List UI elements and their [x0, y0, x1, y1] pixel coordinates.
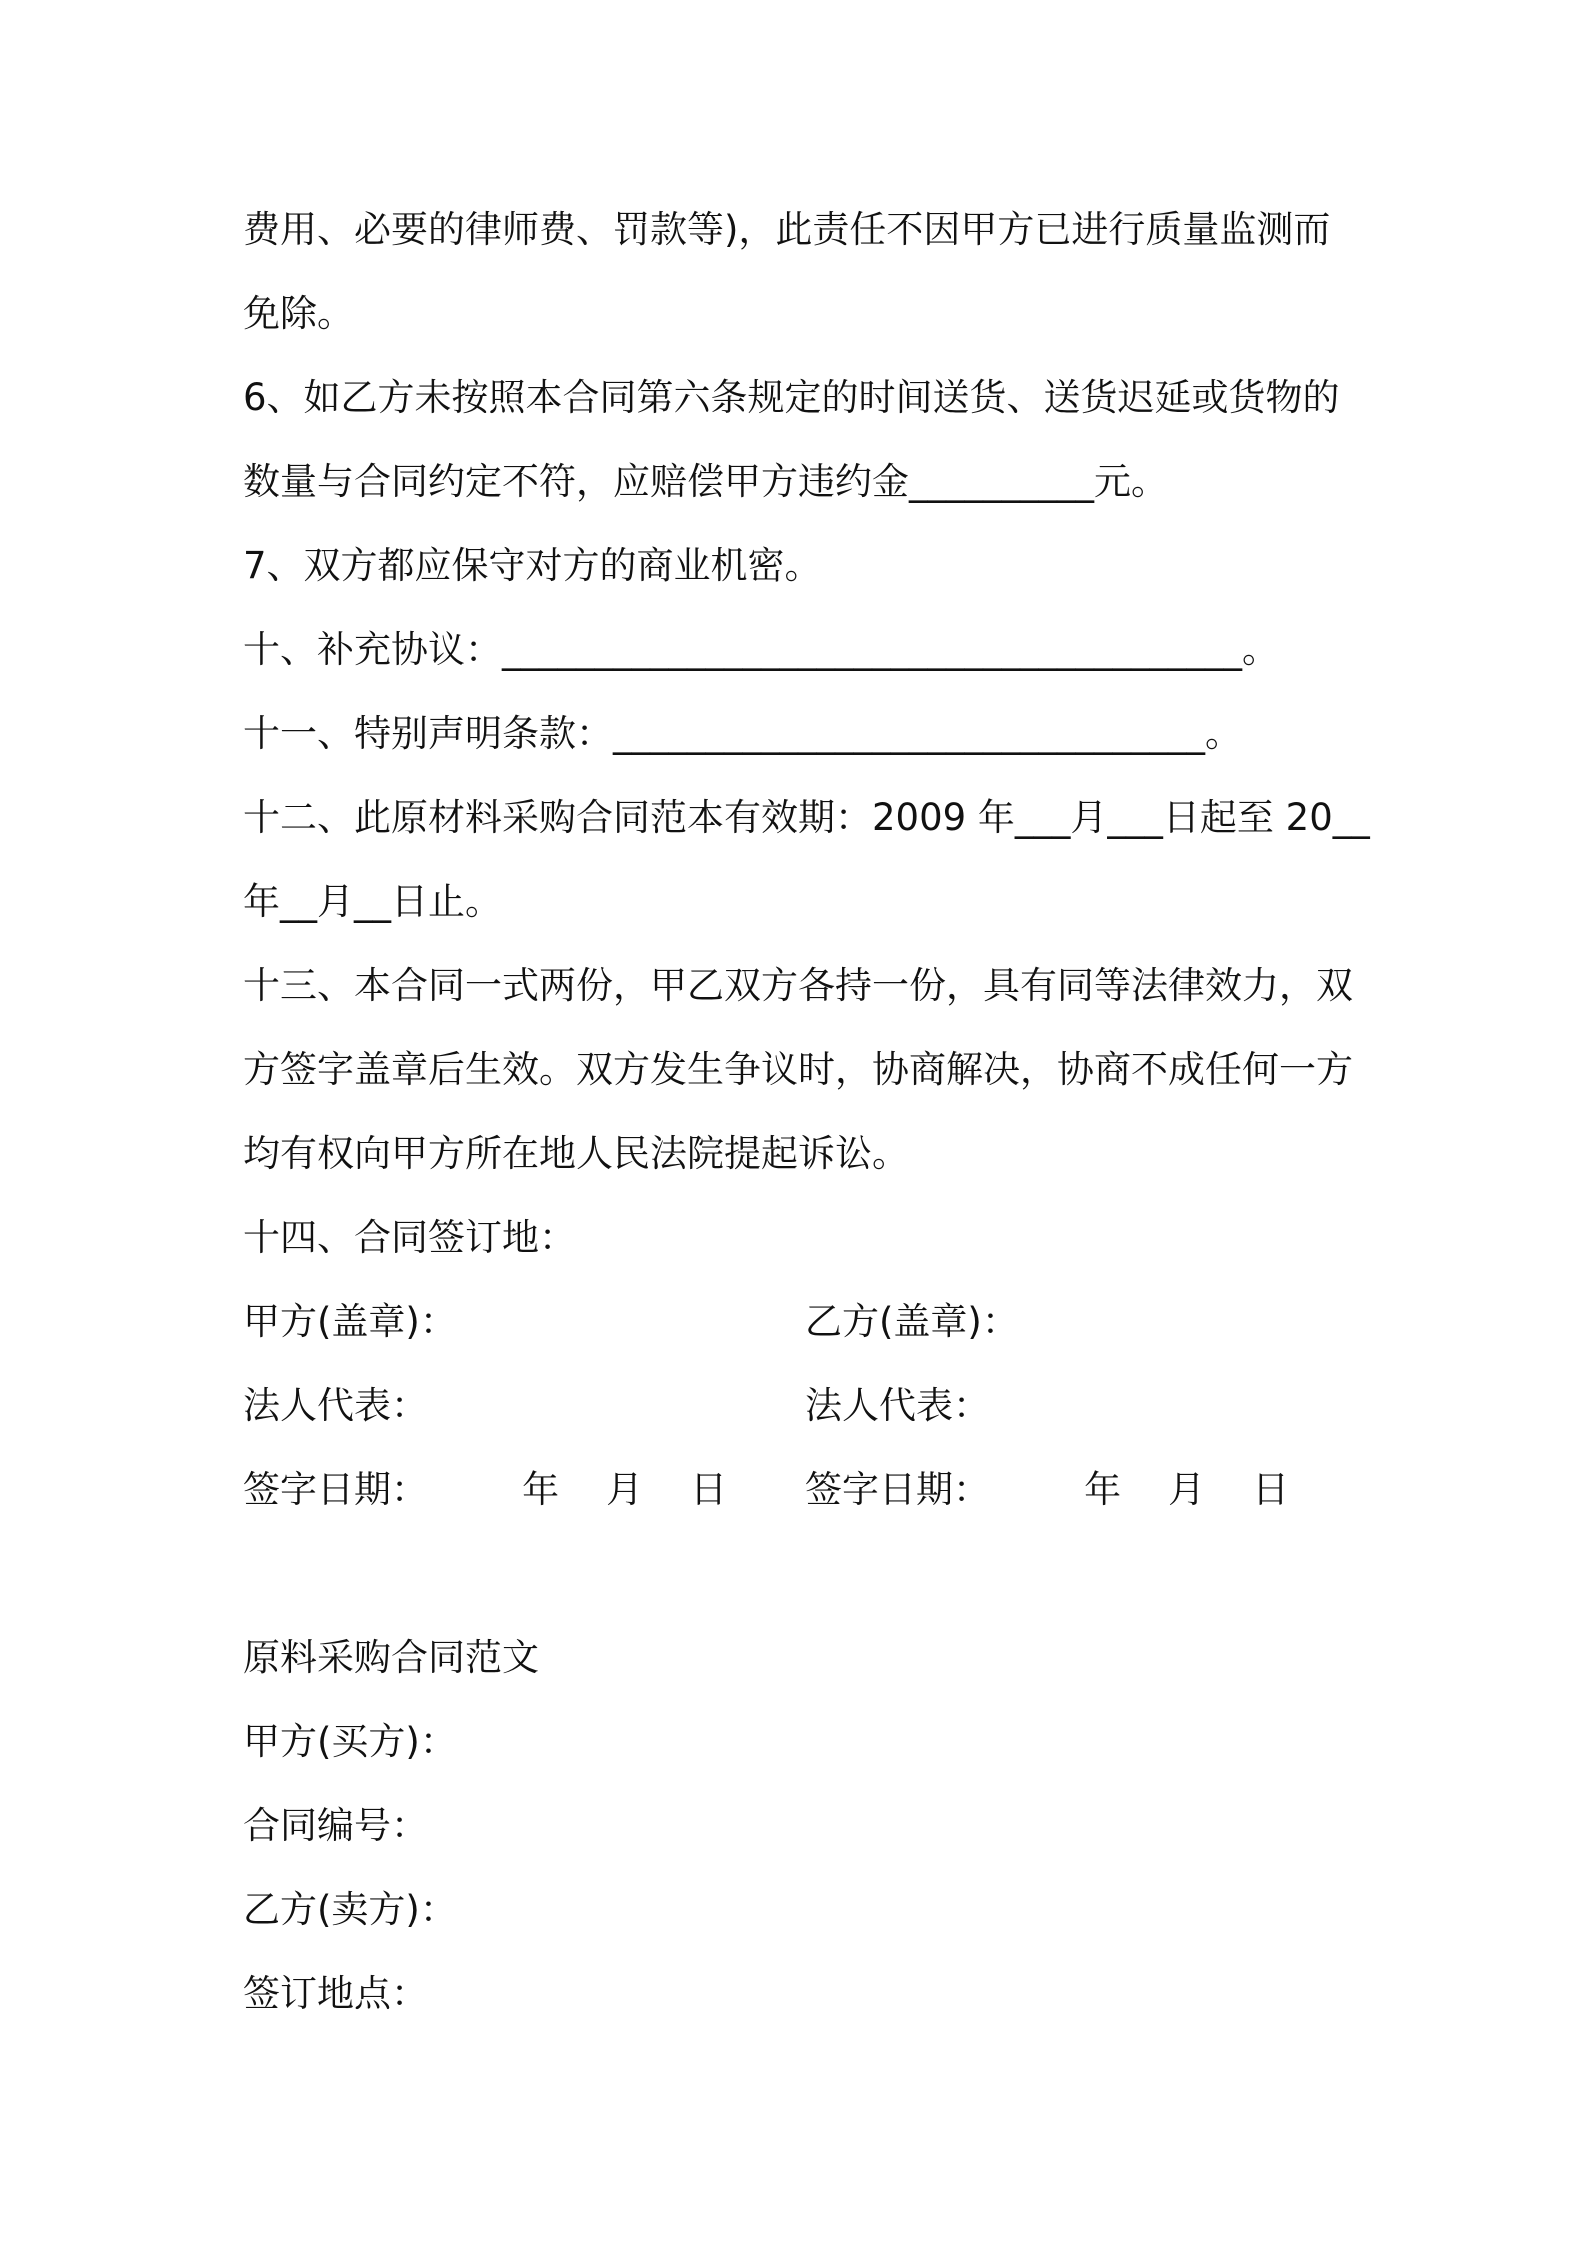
buyer-field: 甲方(买方)：	[243, 1720, 457, 1763]
clause-supplementary: 十、补充协议：________________________________________。	[243, 628, 1279, 671]
seller-field: 乙方(卖方)：	[243, 1888, 457, 1931]
party-a-sign-date: 签字日期： 年 月 日	[243, 1468, 728, 1511]
clause-copies: 十三、本合同一式两份，甲乙双方各持一份，具有同等法律效力，双	[243, 964, 1353, 1007]
paragraph-line: 7、双方都应保守对方的商业机密。	[243, 544, 822, 587]
party-a-seal: 甲方(盖章)：	[243, 1300, 457, 1343]
paragraph-line: 免除。	[243, 292, 354, 335]
paragraph-line: 费用、必要的律师费、罚款等)，此责任不因甲方已进行质量监测而	[243, 208, 1331, 251]
signing-place-field: 签订地点：	[243, 1972, 428, 2015]
paragraph-line: 数量与合同约定不符，应赔偿甲方违约金__________元。	[243, 460, 1168, 503]
clause-signing-place: 十四、合同签订地：	[243, 1216, 576, 1259]
paragraph-line: 6、如乙方未按照本合同第六条规定的时间送货、送货迟延或货物的	[243, 376, 1340, 419]
second-doc-title: 原料采购合同范文	[243, 1636, 539, 1679]
clause-special-statement: 十一、特别声明条款：________________________________。	[243, 712, 1242, 755]
paragraph-line: 年__月__日止。	[243, 880, 502, 923]
party-a-representative: 法人代表：	[243, 1384, 428, 1427]
paragraph-line: 方签字盖章后生效。双方发生争议时，协商解决，协商不成任何一方	[243, 1048, 1353, 1091]
party-b-seal: 乙方(盖章)：	[805, 1300, 1019, 1343]
party-b-representative: 法人代表：	[805, 1384, 990, 1427]
clause-validity: 十二、此原材料采购合同范本有效期：2009 年___月___日起至 20__	[243, 796, 1370, 839]
party-b-sign-date: 签字日期： 年 月 日	[805, 1468, 1290, 1511]
contract-number-field: 合同编号：	[243, 1804, 428, 1847]
paragraph-line: 均有权向甲方所在地人民法院提起诉讼。	[243, 1132, 909, 1175]
